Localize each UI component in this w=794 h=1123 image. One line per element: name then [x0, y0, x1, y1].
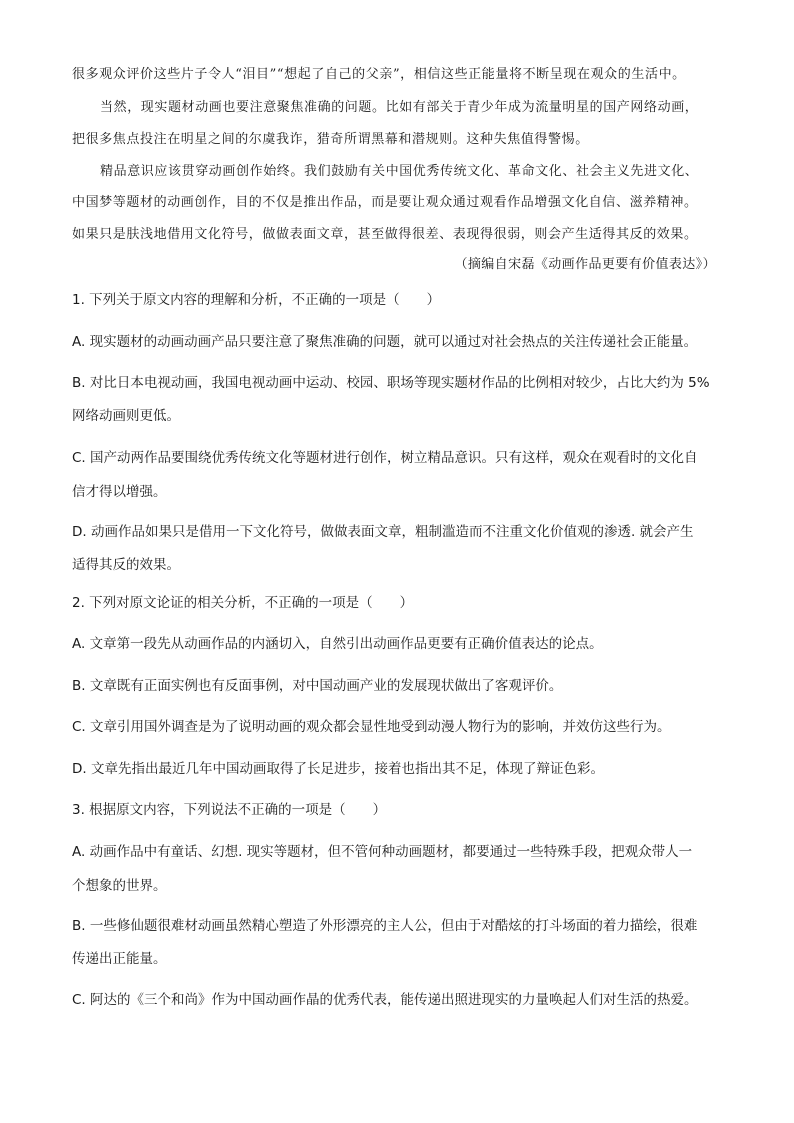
option-b-continued: 网络动画则更低。	[72, 408, 180, 424]
option-b: B. 文章既有正面实例也有反面事例，对中国动画产业的发展现状做出了客观评价。	[72, 678, 563, 694]
option-c: C. 阿达的《三个和尚》作为中国动画作晶的优秀代表，能传递出照进现实的力量唤起人们对生活的热爱。	[72, 992, 698, 1008]
option-b: B. 一些修仙题很难材动画虽然精心塑造了外形漂亮的主人公，但由于对酷炫的打斗场面的着力描绘，很难	[72, 918, 698, 934]
passage-source: （摘编自宋磊《动画作品更要有价值表达》）	[454, 257, 716, 272]
option-a: A. 现实题材的动画动画产品只要注意了聚焦准确的问题，就可以通过对社会热点的关注传递社会正能量。	[72, 334, 698, 350]
option-d-continued: 适得其反的效果。	[72, 557, 180, 573]
passage-line: 如果只是肤浅地借用文化符号，做做表面文章，甚至做得很差、表现得很弱，则会产生适得其反的效果。	[72, 227, 698, 242]
option-d: D. 文章先指出最近几年中国动画取得了长足进步，接着也指出其不足，体现了辩证色彩。	[72, 761, 604, 777]
option-a-continued: 个想象的世界。	[72, 878, 167, 894]
passage-line: 当然，现实题材动画也要注意聚焦准确的问题。比如有部关于青少年成为流量明星的国产网络动画，	[100, 100, 699, 115]
option-b: B. 对比日本电视动画，我国电视动画中运动、校园、职场等现实题材作品的比例相对较少，占比大约为 5%	[72, 375, 710, 391]
option-b-continued: 传递出正能量。	[72, 951, 167, 967]
question-stem: 3. 根据原文内容，下列说法不正确的一项是（ ）	[72, 802, 387, 818]
passage-line: 精品意识应该贯穿动画创作始终。我们鼓励有关中国优秀传统文化、革命文化、社会主义先进文化、	[100, 164, 699, 179]
question-stem: 1. 下列关于原文内容的理解和分析，不正确的一项是（ ）	[72, 292, 441, 308]
question-stem: 2. 下列对原文论证的相关分析，不正确的一项是（ ）	[72, 595, 414, 611]
option-d: D. 动画作品如果只是借用一下文化符号，做做表面文章，粗制滥造而不注重文化价值观的渗透. 就会产生	[72, 524, 694, 540]
option-c: C. 国产动两作品要围绕优秀传统文化等题材进行创作，树立精品意识。只有这样，观众在观看时的文化自	[72, 450, 698, 466]
passage-line: 把很多焦点投注在明星之间的尔虞我诈，猎奇所谓黑幕和潜规则。这种失焦值得警惕。	[72, 132, 589, 147]
option-c-continued: 信才得以增强。	[72, 484, 167, 500]
option-a: A. 动画作品中有童话、幻想. 现实等题材，但不管何种动画题材，都要通过一些特殊手段，把观众带人一	[72, 844, 693, 860]
passage-line: 很多观众评价这些片子令人“泪目”“想起了自己的父亲”，相信这些正能量将不断呈现在观众的生活中。	[72, 67, 686, 82]
option-a: A. 文章第一段先从动画作品的内涵切入，自然引出动画作品更要有正确价值表达的论点。	[72, 636, 603, 652]
passage-line: 中国梦等题材的动画创作，目的不仅是推出作品，而是要让观众通过观看作品增强文化自信、滋养精神。	[72, 195, 698, 210]
option-c: C. 文章引用国外调查是为了说明动画的观众都会显性地受到动漫人物行为的影响，并效仿这些行为。	[72, 719, 671, 735]
